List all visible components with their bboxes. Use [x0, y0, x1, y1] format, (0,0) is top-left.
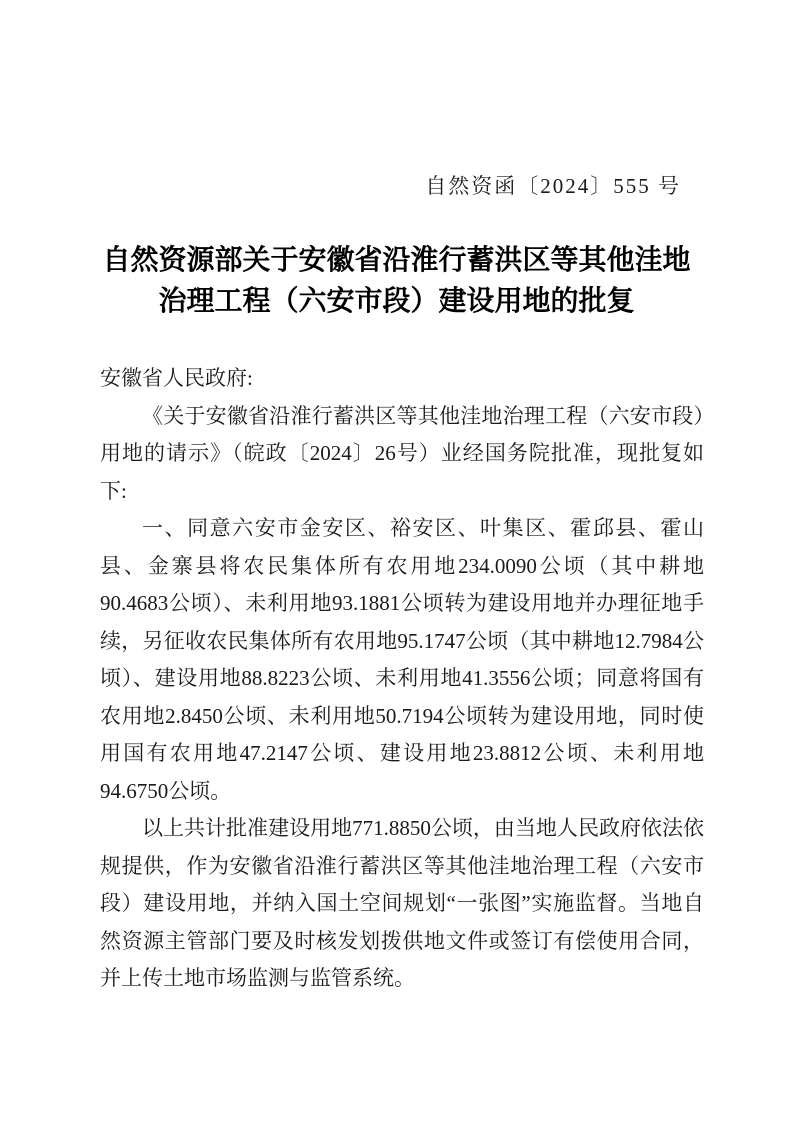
- body-paragraph-approval-item-1: 一、同意六安市金安区、裕安区、叶集区、霍邱县、霍山县、金寨县将农民集体所有农用地234.0090公顷（其中耕地90.4683公顷）、未利用地93.1881公顷转为建设用地并办理征地手续，另征收农民集体所有农用地95.1747公顷（其中耕地12.7984公顷）、建设用地88.8223公顷、未利用地41.3556公顷；同意将国有农用地2.8450公顷、未利用地50.7194公顷转为建设用地，同时使用国有农用地47.2147公顷、建设用地23.8812公顷、未利用地94.6750公顷。: [100, 516, 704, 803]
- doc-number: 自然资函〔2024〕555 号: [425, 174, 681, 198]
- title-line-2: 治理工程（六安市段）建设用地的批复: [158, 286, 635, 317]
- document-body: [100, 360, 704, 998]
- document-title: [45, 240, 748, 322]
- salutation: 安徽省人民政府:: [100, 366, 253, 390]
- title-line-1: 自然资源部关于安徽省沿淮行蓄洪区等其他洼地: [102, 245, 691, 276]
- body-paragraph-total-and-supervision: 以上共计批准建设用地771.8850公顷，由当地人民政府依法依规提供，作为安徽省沿淮行蓄洪区等其他洼地治理工程（六安市段）建设用地，并纳入国土空间规划“一张图”实施监督。当地自然资源主管部门要及时核发划拨供地文件或签订有偿使用合同，并上传土地市场监测与监管系统。: [100, 816, 704, 990]
- body-paragraph-request: 《关于安徽省沿淮行蓄洪区等其他洼地治理工程（六安市段）用地的请示》（皖政〔2024〕26号）业经国务院批准，现批复如下:: [100, 403, 704, 503]
